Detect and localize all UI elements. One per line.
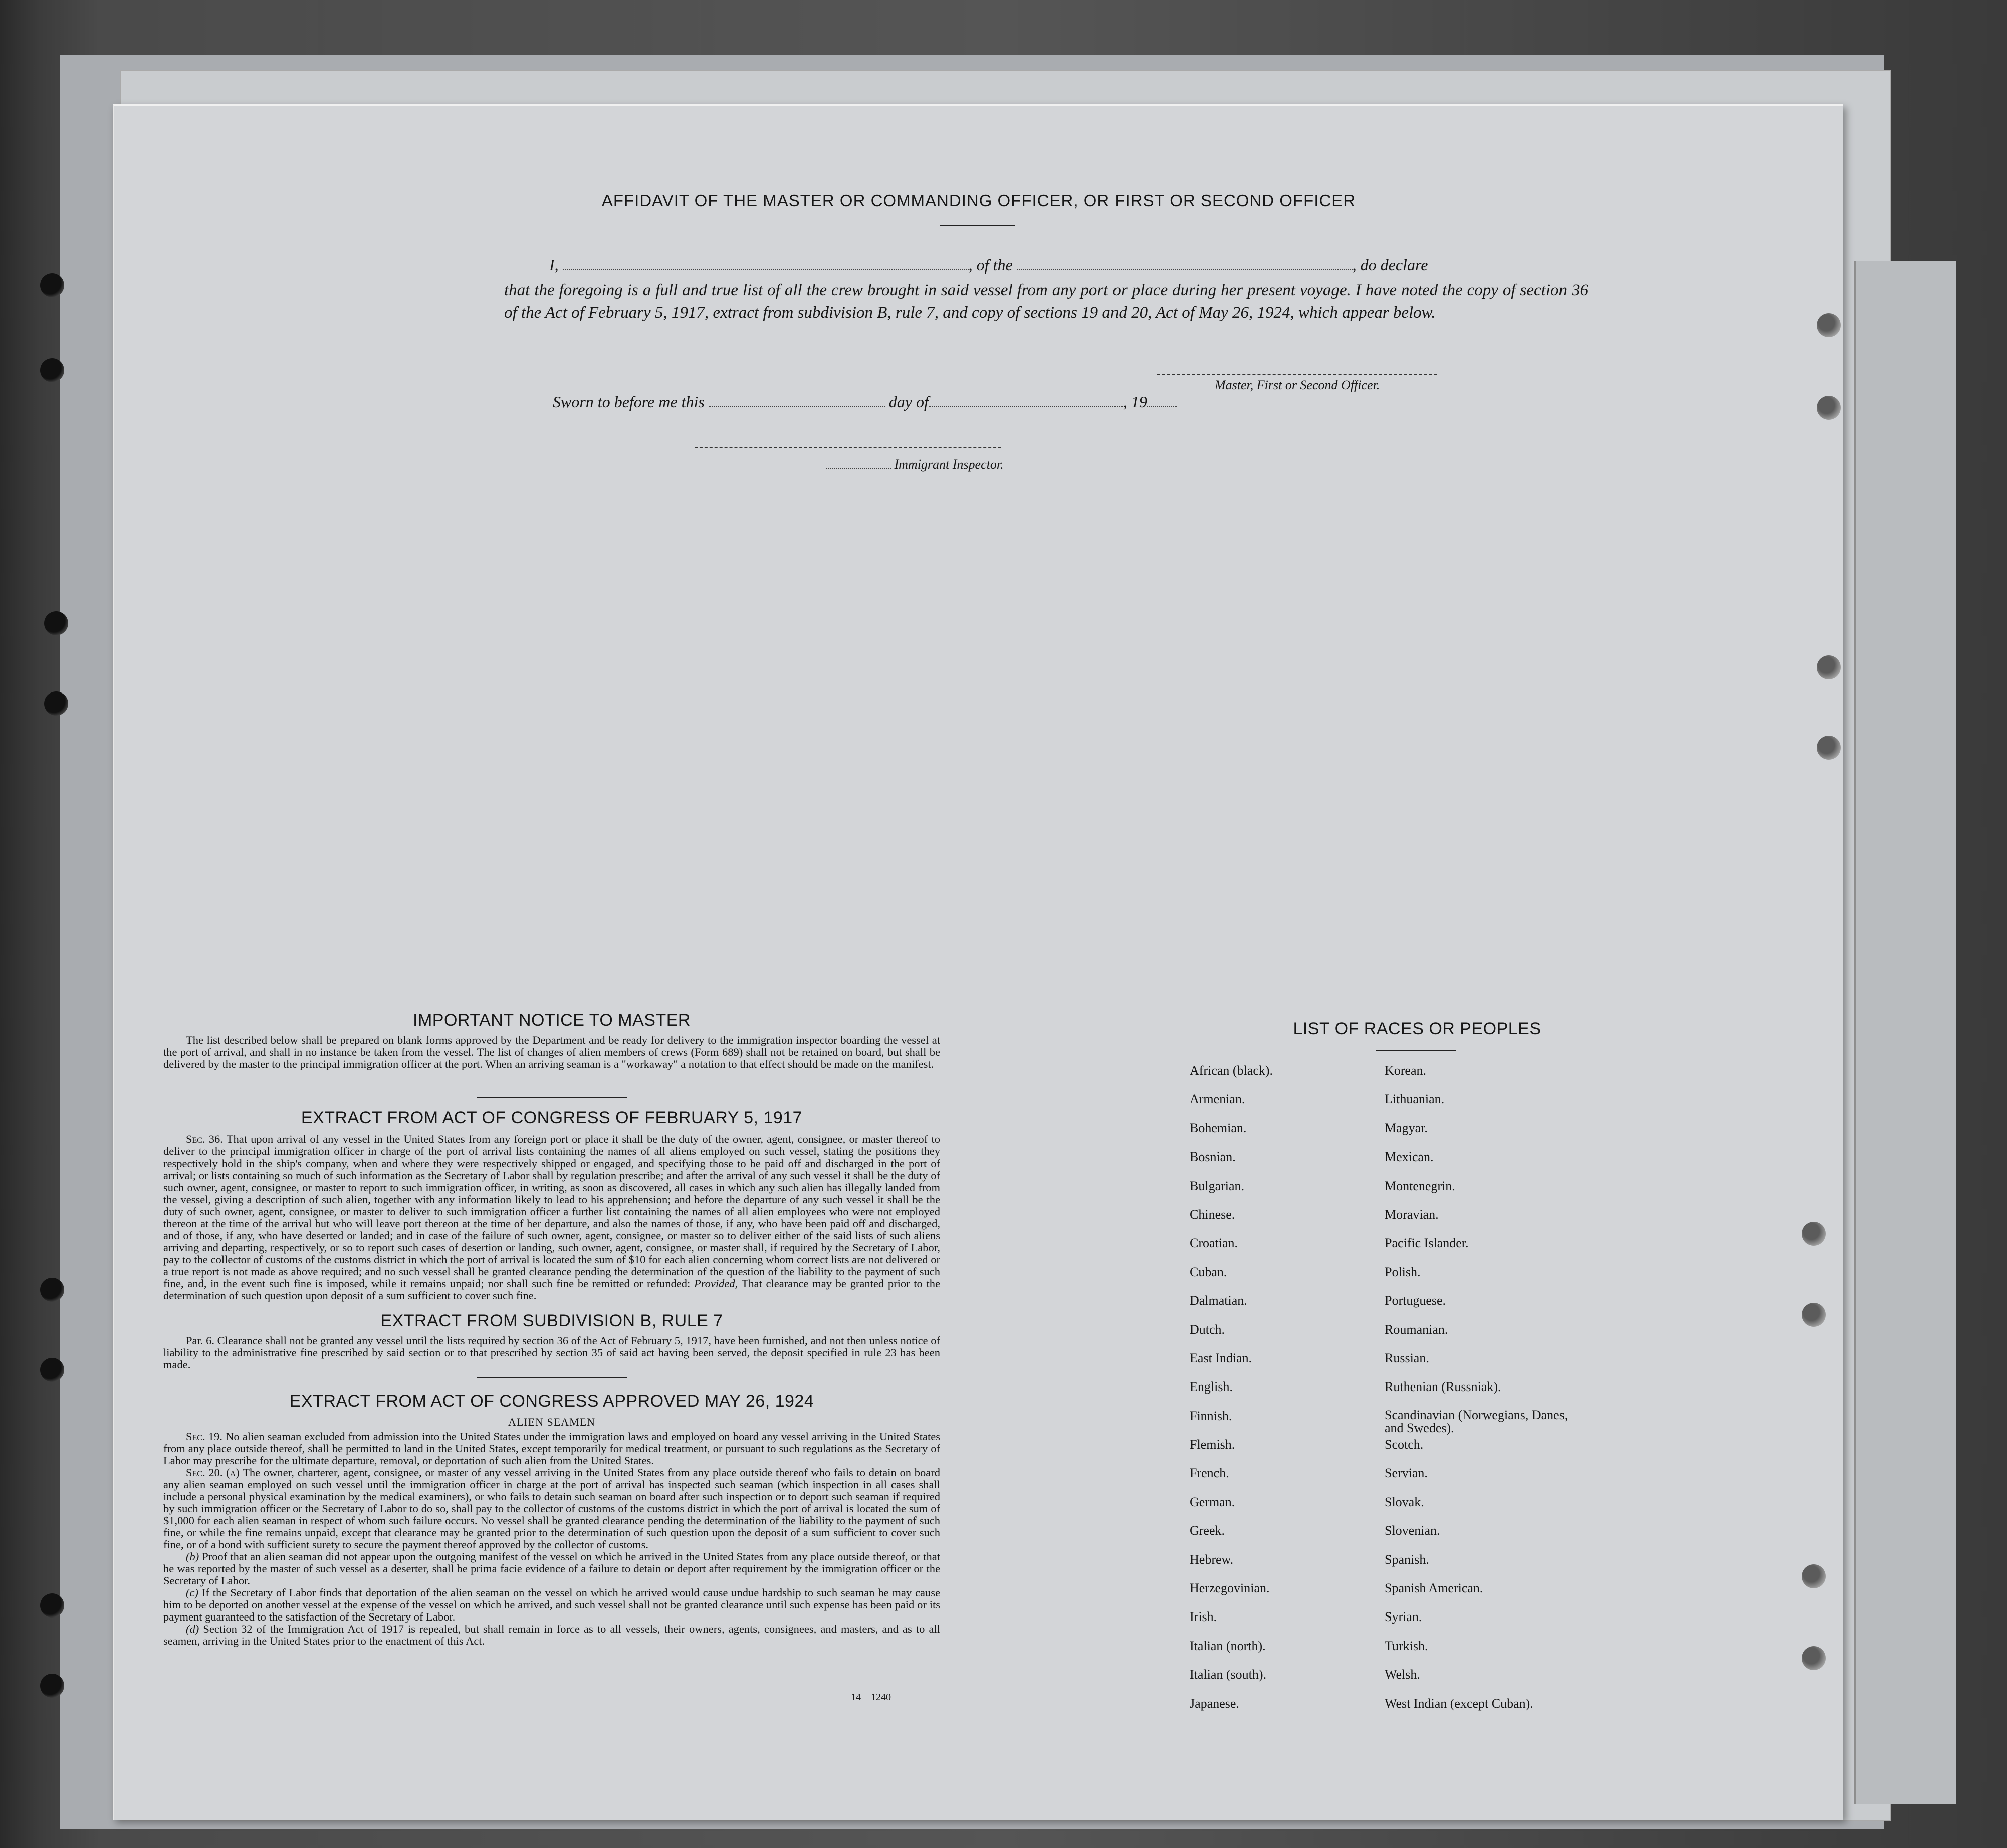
race-item: Chinese. bbox=[1190, 1207, 1235, 1222]
affidavit-title: AFFIDAVIT OF THE MASTER OR COMMANDING OFFICER, OR FIRST OR SECOND OFFICER bbox=[601, 191, 1356, 210]
race-item: Japanese. bbox=[1190, 1696, 1239, 1711]
rule7-rule bbox=[477, 1377, 627, 1378]
inspector-line bbox=[826, 457, 1004, 472]
races-column-1 bbox=[1190, 1063, 1273, 1725]
race-item: Roumanian. bbox=[1385, 1322, 1448, 1337]
of-the-label: , of the bbox=[968, 256, 1013, 274]
sec-20b-label: (b) bbox=[186, 1550, 199, 1563]
race-item: West Indian (except Cuban). bbox=[1385, 1696, 1533, 1711]
race-item: Italian (north). bbox=[1190, 1638, 1266, 1653]
extract-rule7-title: EXTRACT FROM SUBDIVISION B, RULE 7 bbox=[380, 1311, 723, 1330]
notice-title: IMPORTANT NOTICE TO MASTER bbox=[413, 1011, 691, 1030]
race-item: Spanish American. bbox=[1385, 1581, 1483, 1596]
race-item: East Indian. bbox=[1190, 1350, 1252, 1365]
alien-seamen-subtitle: ALIEN SEAMEN bbox=[508, 1416, 595, 1428]
sec-36-body: That upon arrival of any vessel in the United States from any foreign port or place it shall be the duty of the owner, agent, consignee, or master thereof to deliver to the principal immigration officer in charge of the port of arrival lists containing the names of all aliens employed on such vessel, stating the positions they respectively hold in the ship's company, when and where they were respectively shipped or engaged, and specifying those to be paid off and discharged in the port of arrival; or lists containing so much of such information as the Secretary of Labor shall by regulation prescribe; and after the arrival of any such vessel it shall be the duty of such owner, agent, consignee, or master to report to such immigration officer, in writing, as soon as discovered, all cases in which any such alien has illegally landed from the vessel, giving a description of such alien, together with any information likely to lead to his apprehension; and before the departure of any such vessel it shall be the duty of such owner, agent, consignee, or master to deliver to such immigration officer a further list containing the names of all alien employees who were not employed thereon at the time of the arrival but who will leave port thereon at the time of her departure, and also the names of those, if any, who have been paid off and discharged, and of those, if any, who have deserted or landed; and in case of the failure of such owner, agent, consignee, or master so to deliver either of the said lists of such aliens arriving and departing, respectively, or so to report such cases of desertion or landing, such owner, agent, consignee, or master shall, if required by the Secretary of Labor, pay to the collector of customs of the customs district in which the port of arrival is located the sum of $10 for each alien concerning whom correct lists are not delivered or a true report is not made as above required; and no such vessel shall be granted clearance pending the determination of the question of the liability to the payment of such fine, and, in the event such fine is imposed, while it remains unpaid; nor shall such fine be remitted or refunded: bbox=[163, 1133, 940, 1290]
sec-20d-label: (d) bbox=[186, 1623, 199, 1635]
binder-hole bbox=[44, 611, 68, 635]
sec-20b-body: Proof that an alien seaman did not appear upon the outgoing manifest of the vessel on which he arrived in the United States from any place outside thereof, or that he was reported by the master of such vessel as a deserter, shall be prima facie evidence of a failure to detain or deport after requirement by the immigration officer or the Secretary of Labor. bbox=[163, 1550, 940, 1587]
race-item: Mexican. bbox=[1385, 1149, 1434, 1165]
sworn-day-field[interactable] bbox=[709, 395, 885, 407]
race-item: German. bbox=[1190, 1494, 1235, 1509]
race-item: Ruthenian (Russniak). bbox=[1385, 1379, 1501, 1395]
race-item: Welsh. bbox=[1385, 1667, 1420, 1682]
race-item: French. bbox=[1190, 1466, 1229, 1481]
extract-1924-title: EXTRACT FROM ACT OF CONGRESS APPROVED MAY 26, 1924 bbox=[289, 1392, 814, 1411]
race-item: Finnish. bbox=[1190, 1408, 1232, 1423]
notice-text bbox=[163, 1034, 940, 1070]
sworn-label: Sworn to before me this bbox=[553, 393, 705, 411]
notice-rule bbox=[477, 1097, 627, 1098]
race-item: Portuguese. bbox=[1385, 1293, 1446, 1308]
sec-36-body-end: That clearance may be granted prior to the determination of such question upon deposit of a sum sufficient to cover such fine. bbox=[163, 1277, 941, 1302]
race-item: Cuban. bbox=[1190, 1264, 1227, 1279]
race-item: Croatian. bbox=[1190, 1236, 1238, 1251]
race-item: Italian (south). bbox=[1190, 1667, 1267, 1682]
master-signature-label: Master, First or Second Officer. bbox=[1215, 378, 1380, 392]
races-title: LIST OF RACES OR PEOPLES bbox=[1293, 1019, 1541, 1038]
binder-hole bbox=[40, 358, 64, 382]
binder-hole bbox=[40, 273, 64, 297]
binder-hole bbox=[1802, 1564, 1826, 1588]
sec-20d-body: Section 32 of the Immigration Act of 1917 is repealed, but shall remain in force as to all vessels, their owners, agents, consignees, and masters, and as to all seamen, arriving in the United States prior to the enactment of this Act. bbox=[163, 1623, 941, 1647]
binder-hole bbox=[1802, 1303, 1826, 1327]
race-item: Slovak. bbox=[1385, 1494, 1424, 1509]
race-item: Turkish. bbox=[1385, 1638, 1428, 1653]
title-rule bbox=[940, 225, 1015, 226]
race-item: Bosnian. bbox=[1190, 1149, 1236, 1165]
binder-hole bbox=[40, 1593, 64, 1618]
race-item: Spanish. bbox=[1385, 1552, 1429, 1567]
rule7-paragraph: Par. 6. Clearance shall not be granted any vessel until the lists required by section 36 of the Act of February 5, 1917, have been furnished, and not then unless notice of liability to the administrative fine prescribed by said section or to that prescribed by section 35 of said act having been served, the deposit specified in rule 23 has been made. bbox=[163, 1334, 940, 1371]
sec-20c-body: If the Secretary of Labor finds that deportation of the alien seaman on the vessel on which he arrived would cause undue hardship to such seaman he may cause him to be deported on another vessel at the expense of the vessel on which he arrived, and such vessel shall not be granted clearance until such expense has been paid or its payment guaranteed to the satisfaction of the Secretary of Labor. bbox=[163, 1586, 941, 1623]
race-item: Dalmatian. bbox=[1190, 1293, 1247, 1308]
i-label: I, bbox=[549, 256, 559, 274]
sec-20c-label: (c) bbox=[186, 1586, 198, 1599]
binder-hole bbox=[44, 691, 68, 716]
binder-hole bbox=[1802, 1646, 1826, 1670]
inspector-signature-line[interactable] bbox=[695, 447, 1001, 448]
sec-36-label: Sec. 36. bbox=[186, 1133, 223, 1145]
binder-hole bbox=[1817, 736, 1841, 760]
race-item: Magyar. bbox=[1385, 1120, 1428, 1135]
race-item: Herzegovinian. bbox=[1190, 1581, 1270, 1596]
inspector-prefix-dots bbox=[826, 460, 891, 469]
race-item: Slovenian. bbox=[1385, 1523, 1440, 1538]
extract-1917-title: EXTRACT FROM ACT OF CONGRESS OF FEBRUARY 5, 1917 bbox=[301, 1108, 803, 1127]
day-of-label: day of bbox=[888, 393, 929, 411]
binder-hole bbox=[1817, 396, 1841, 420]
declarant-line bbox=[549, 256, 1428, 274]
binder-hole bbox=[1802, 1222, 1826, 1246]
races-rule bbox=[1376, 1050, 1456, 1051]
binder-hole bbox=[1817, 313, 1841, 337]
master-signature-line[interactable] bbox=[1157, 374, 1437, 375]
race-item: Bulgarian. bbox=[1190, 1178, 1245, 1193]
vessel-field[interactable] bbox=[1017, 258, 1353, 270]
extract-rule7-text bbox=[163, 1335, 940, 1371]
race-item: Pacific Islander. bbox=[1385, 1236, 1469, 1251]
sec-19-body: No alien seaman excluded from admission into the United States under the immigration laws and employed on board any vessel arriving in the United States from any place outside thereof, shall be permitted to land in the United States, except temporarily for medical treatment, or pursuant to such regulations as the Secretary of Labor may prescribe for the ultimate departure, removal, or deportation of such alien from the United States. bbox=[163, 1430, 940, 1467]
race-item: English. bbox=[1190, 1379, 1233, 1395]
extract-1924-text bbox=[163, 1431, 940, 1647]
sworn-line bbox=[553, 393, 1177, 411]
race-item: Lithuanian. bbox=[1385, 1092, 1445, 1107]
sec-20a-body: The owner, charterer, agent, consignee, or master of any vessel arriving in the United States from any place outside thereof who fails to detain on board any alien seaman employed on such vessel until the immigration officer in charge at the port of arrival has inspected such seaman (which inspection in all cases shall include a personal physical examination by the medical examiners), or who fails to detain such seaman on board after such inspection or to deport such seaman if required by such immigration officer or the Secretary of Labor to do so, shall pay to the collector of customs of the customs district in which the port of arrival is located the sum of $1,000 for each alien seaman in respect of whom such failure occurs. No vessel shall be granted clearance pending the determination of the liability to the payment of such fine, or while the fine remains unpaid, except that clearance may be granted prior to the determination of such question upon the deposit of a sum sufficient to cover such fine, or of a bond with sufficient surety to secure the payment thereof approved by the collector of customs. bbox=[163, 1466, 941, 1551]
race-item: Bohemian. bbox=[1190, 1120, 1247, 1135]
race-item: Greek. bbox=[1190, 1523, 1225, 1538]
year-label: , 19 bbox=[1123, 393, 1147, 411]
races-column-2 bbox=[1385, 1063, 1575, 1725]
race-item: Polish. bbox=[1385, 1264, 1421, 1279]
ruled-page-edge bbox=[1854, 261, 1956, 1804]
race-item: Servian. bbox=[1385, 1466, 1428, 1481]
race-item: Armenian. bbox=[1190, 1092, 1245, 1107]
race-item: Korean. bbox=[1385, 1063, 1427, 1078]
race-item: Montenegrin. bbox=[1385, 1178, 1455, 1193]
race-item: African (black). bbox=[1190, 1063, 1273, 1078]
binder-hole bbox=[40, 1674, 64, 1698]
do-declare-label: , do declare bbox=[1352, 256, 1428, 274]
notice-paragraph: The list described below shall be prepared on blank forms approved by the Department and be ready for delivery to the immigration inspector boarding the vessel at the port of arrival, and shall in no instance be taken from the vessel. The list of changes of alien members of crews (Form 689) shall not be retained on board, but shall be delivered by the master to the principal immigration officer at the port. When an arriving seaman is a "workaway" a notation to that effect should be made on the manifest. bbox=[163, 1034, 940, 1070]
race-item: Russian. bbox=[1385, 1350, 1429, 1365]
sworn-month-field[interactable] bbox=[929, 395, 1123, 407]
inspector-label: Immigrant Inspector. bbox=[894, 457, 1004, 472]
document-page bbox=[113, 104, 1843, 1820]
binder-hole bbox=[1817, 655, 1841, 679]
extract-1917-text bbox=[163, 1133, 940, 1302]
sec-20-label: Sec. 20. (a) bbox=[186, 1466, 240, 1479]
race-item: Scotch. bbox=[1385, 1437, 1424, 1452]
race-item: Scandinavian (Norwegians, Danes, and Swedes). bbox=[1385, 1407, 1568, 1435]
affidavit-body: that the foregoing is a full and true list of all the crew brought in said vessel from any port or place during her present voyage. I have noted the copy of section 36 of the Act of February 5, 1917, extract from subdivision B, rule 7, and copy of sections 19 and 20, Act of May 26, 1924, which appear below. bbox=[504, 281, 1588, 322]
provided-label: Provided, bbox=[694, 1277, 738, 1290]
race-item: Dutch. bbox=[1190, 1322, 1225, 1337]
sec-19-label: Sec. 19. bbox=[186, 1430, 222, 1443]
form-number: 14—1240 bbox=[851, 1692, 891, 1703]
binder-hole bbox=[40, 1358, 64, 1382]
race-item: Moravian. bbox=[1385, 1207, 1439, 1222]
race-item: Flemish. bbox=[1190, 1437, 1235, 1452]
sworn-year-field[interactable] bbox=[1147, 395, 1177, 407]
race-item: Syrian. bbox=[1385, 1609, 1422, 1625]
name-field[interactable] bbox=[563, 258, 969, 270]
binder-hole bbox=[40, 1278, 64, 1302]
race-item: Hebrew. bbox=[1190, 1552, 1234, 1567]
race-item: Irish. bbox=[1190, 1609, 1217, 1625]
